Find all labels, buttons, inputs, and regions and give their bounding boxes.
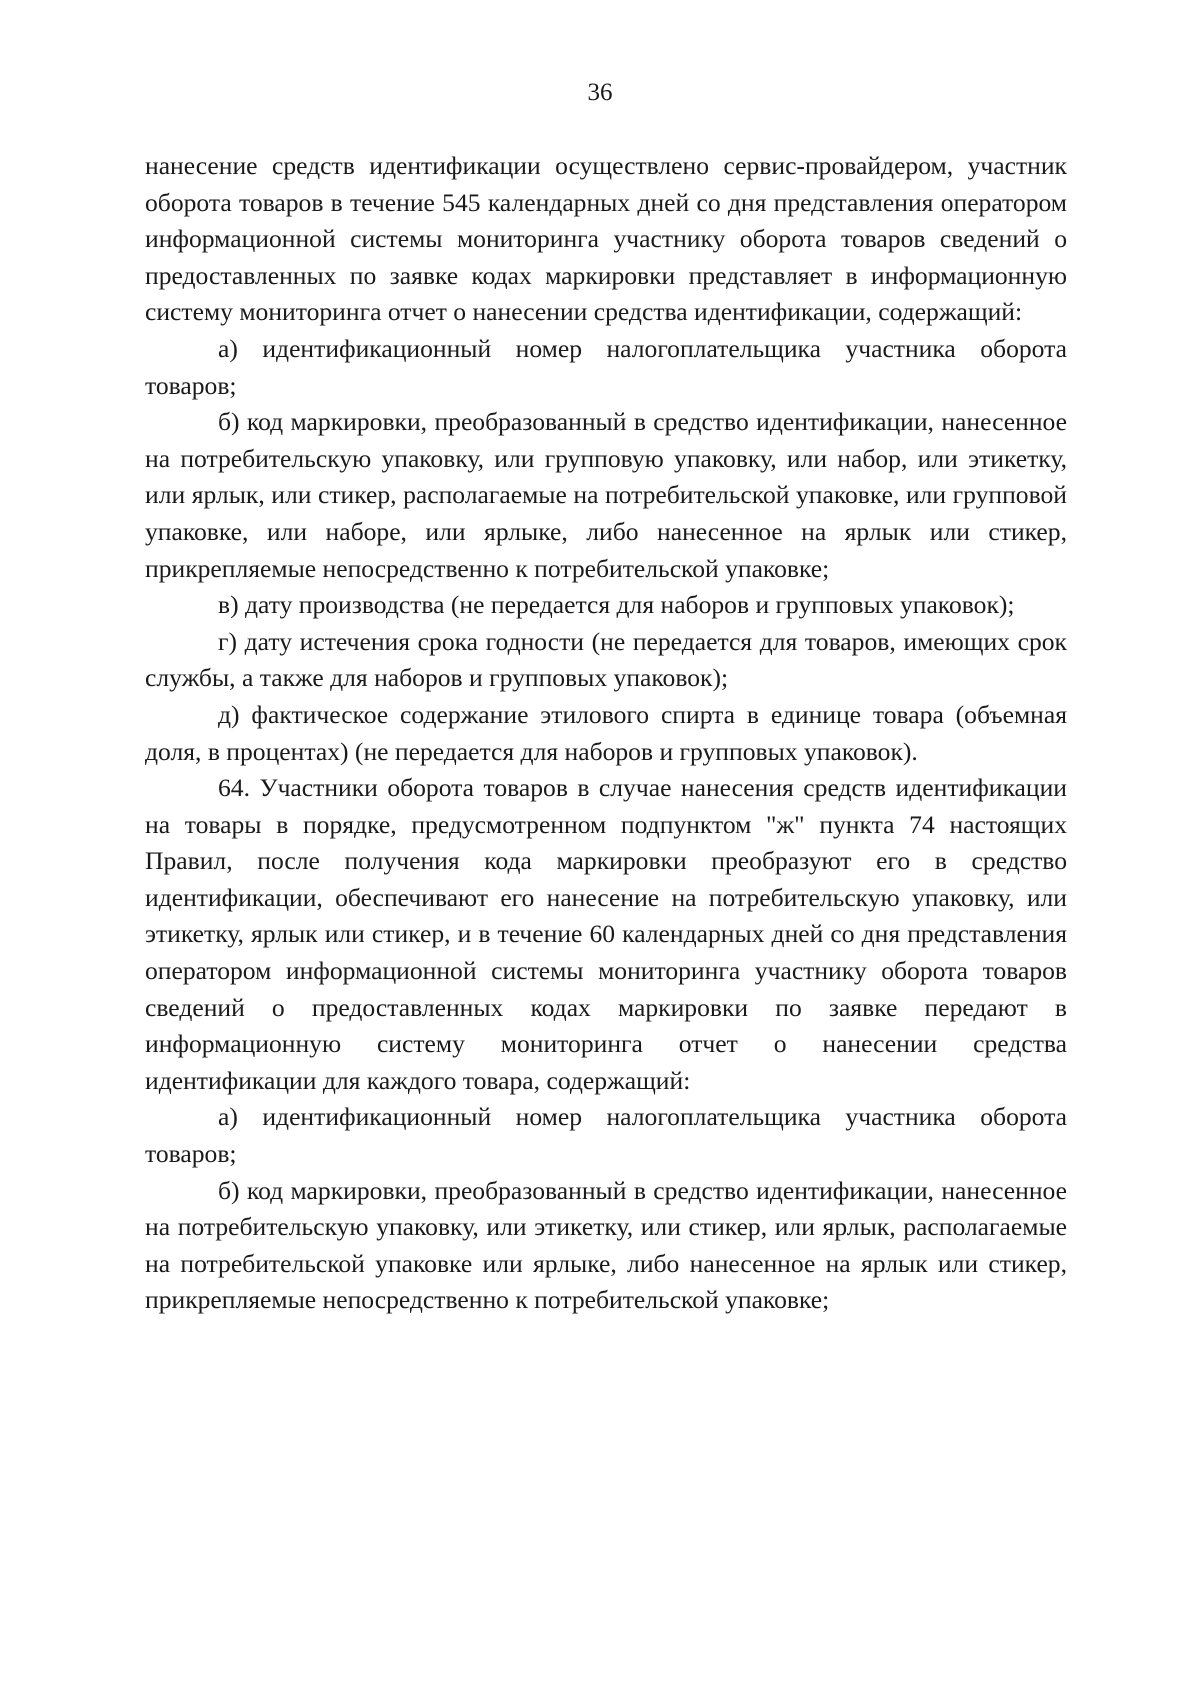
paragraph-item-v: в) дату производства (не передается для наборов и групповых упаковок);: [218, 590, 1015, 620]
paragraph-section-64: 64. Участники оборота товаров в случае нанесения средств идентификации на товары в порядке, предусмотренном подпунктом "ж" пункта 74 настоящих Правил, после получения кода маркировки преобразуют его в средство идентификации, обеспечивают его нанесение на потребительскую упаковку, или этикетку, ярлык или стикер, и в течение 60 календарных дней со дня представления оператором информационной системы мониторинга участнику оборота товаров сведений о предоставленных кодах маркировки по заявке передают в информационную систему мониторинга отчет о нанесении средства идентификации для каждого товара, содержащий:: [145, 773, 1067, 1095]
page-number: 36: [587, 79, 613, 106]
paragraph-intro: нанесение средств идентификации осуществлено сервис-провайдером, участник оборота товаров в течение 545 календарных дней со дня представления оператором информационной системы мониторинга участнику оборота товаров сведений о предоставленных по заявке кодах маркировки представляет в информационную систему мониторинга отчет о нанесении средства идентификации, содержащий:: [145, 151, 1067, 327]
paragraph-item-d: д) фактическое содержание этилового спирта в единице товара (объемная доля, в процентах) (не передается для наборов и групповых упаковок).: [145, 699, 1067, 766]
paragraph-section-64-item-a: а) идентификационный номер налогоплательщика участника оборота товаров;: [145, 1102, 1067, 1169]
paragraph-section-64-item-b: б) код маркировки, преобразованный в средство идентификации, нанесенное на потребительскую упаковку, или этикетку, или стикер, или ярлык, располагаемые на потребительской упаковке или ярлыке, либо нанесенное на ярлык или стикер, прикрепляемые непосредственно к потребительской упаковке;: [145, 1175, 1067, 1315]
paragraph-item-a: а) идентификационный номер налогоплательщика участника оборота товаров;: [145, 333, 1067, 400]
paragraph-item-g: г) дату истечения срока годности (не передается для товаров, имеющих срок службы, а также для наборов и групповых упаковок);: [145, 626, 1067, 693]
document-body: [145, 148, 1067, 1319]
paragraph-item-b: б) код маркировки, преобразованный в средство идентификации, нанесенное на потребительскую упаковку, или групповую упаковку, или набор, или этикетку, или ярлык, или стикер, располагаемые на потребительской упаковке, или групповой упаковке, или наборе, или ярлыке, либо нанесенное на ярлык или стикер, прикрепляемые непосредственно к потребительской упаковке;: [145, 407, 1067, 583]
